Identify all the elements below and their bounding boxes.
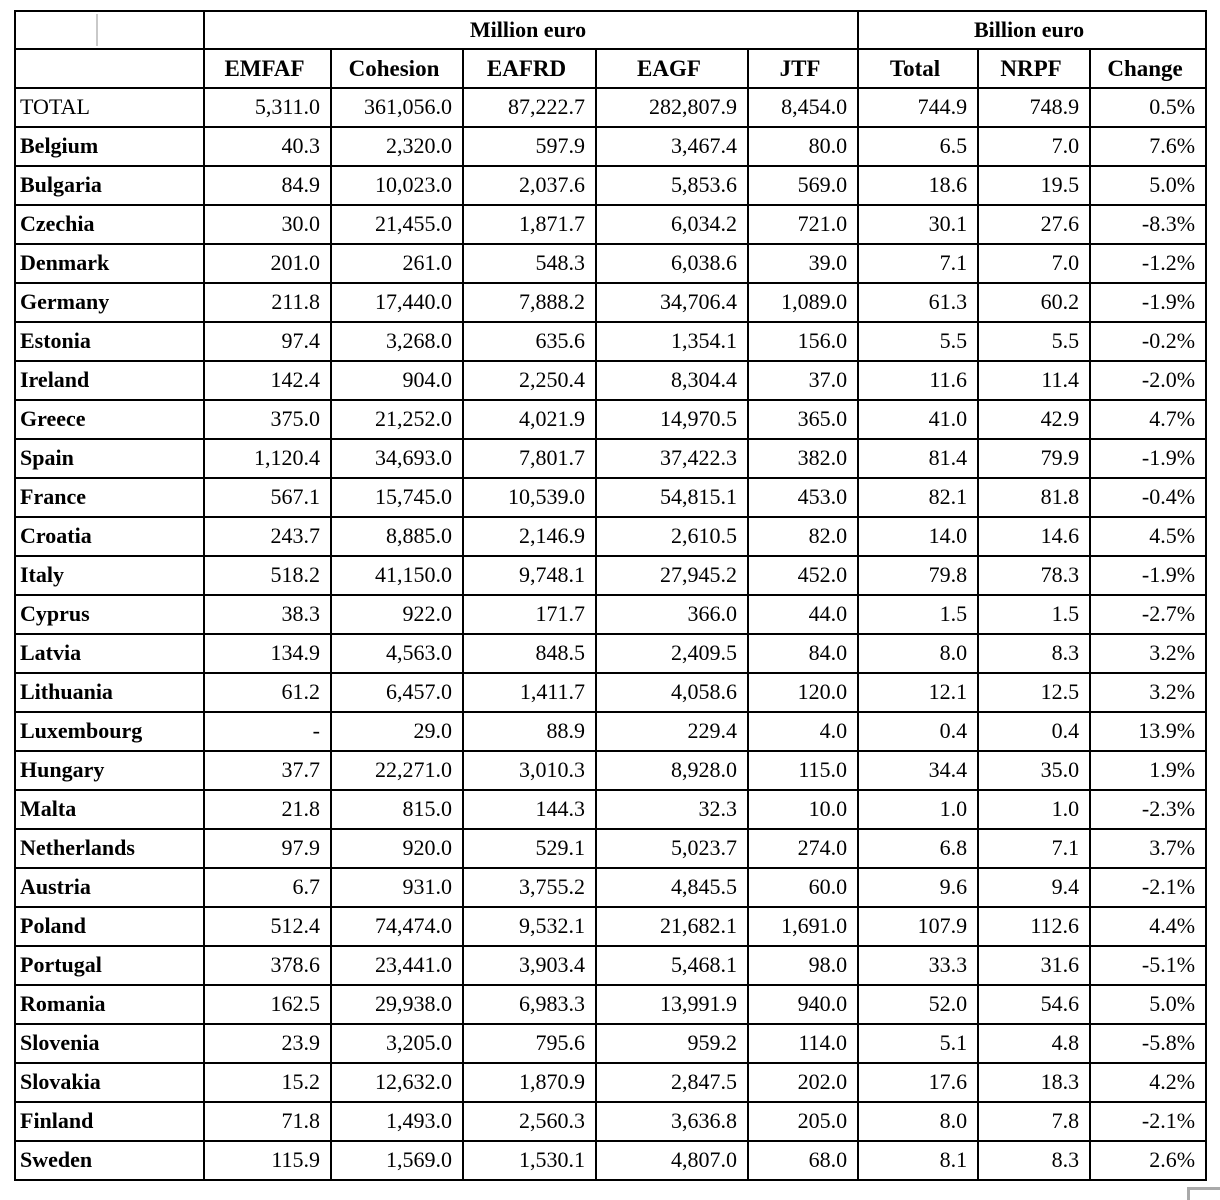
cell-emfaf: 512.4	[204, 907, 331, 946]
row-label: France	[15, 478, 204, 517]
table-row	[15, 400, 1206, 439]
cell-jtf: 156.0	[748, 322, 858, 361]
cell-eagf: 959.2	[596, 1024, 748, 1063]
cell-cohesion: 21,455.0	[331, 205, 463, 244]
cell-change: -0.2%	[1090, 322, 1206, 361]
cell-nrpf: 78.3	[978, 556, 1090, 595]
cell-nrpf: 11.4	[978, 361, 1090, 400]
table-row	[15, 712, 1206, 751]
cell-jtf: 98.0	[748, 946, 858, 985]
cell-nrpf: 7.0	[978, 127, 1090, 166]
cell-nrpf: 8.3	[978, 1141, 1090, 1180]
cell-change: -5.8%	[1090, 1024, 1206, 1063]
cell-emfaf: 201.0	[204, 244, 331, 283]
table-body	[15, 88, 1206, 1180]
cell-total: 18.6	[858, 166, 978, 205]
cell-emfaf: 134.9	[204, 634, 331, 673]
row-label: Finland	[15, 1102, 204, 1141]
cell-change: 0.5%	[1090, 88, 1206, 127]
cell-eagf: 8,304.4	[596, 361, 748, 400]
cell-jtf: 4.0	[748, 712, 858, 751]
table-row	[15, 907, 1206, 946]
cell-emfaf: 97.9	[204, 829, 331, 868]
row-label: Cyprus	[15, 595, 204, 634]
cell-change: 4.2%	[1090, 1063, 1206, 1102]
row-label: Croatia	[15, 517, 204, 556]
cell-eagf: 34,706.4	[596, 283, 748, 322]
cell-eafrd: 2,037.6	[463, 166, 596, 205]
table-row	[15, 244, 1206, 283]
column-header-change: Change	[1090, 49, 1206, 88]
row-label: Lithuania	[15, 673, 204, 712]
table-row	[15, 361, 1206, 400]
row-label: Slovenia	[15, 1024, 204, 1063]
cell-nrpf: 7.8	[978, 1102, 1090, 1141]
cell-cohesion: 3,268.0	[331, 322, 463, 361]
cell-total: 9.6	[858, 868, 978, 907]
cell-total: 11.6	[858, 361, 978, 400]
table-row	[15, 985, 1206, 1024]
cell-change: 1.9%	[1090, 751, 1206, 790]
cell-eagf: 8,928.0	[596, 751, 748, 790]
row-label: Romania	[15, 985, 204, 1024]
cell-cohesion: 815.0	[331, 790, 463, 829]
cell-emfaf: 518.2	[204, 556, 331, 595]
table-row	[15, 556, 1206, 595]
cell-eafrd: 87,222.7	[463, 88, 596, 127]
cell-cohesion: 8,885.0	[331, 517, 463, 556]
cell-total: 8.0	[858, 1102, 978, 1141]
cell-jtf: 721.0	[748, 205, 858, 244]
cell-eafrd: 1,411.7	[463, 673, 596, 712]
cell-eagf: 32.3	[596, 790, 748, 829]
cell-eafrd: 2,560.3	[463, 1102, 596, 1141]
column-header-eagf: EAGF	[596, 49, 748, 88]
cell-cohesion: 22,271.0	[331, 751, 463, 790]
column-header-cohesion: Cohesion	[331, 49, 463, 88]
cell-change: 3.7%	[1090, 829, 1206, 868]
row-label: Denmark	[15, 244, 204, 283]
cell-cohesion: 904.0	[331, 361, 463, 400]
cell-jtf: 940.0	[748, 985, 858, 1024]
cell-jtf: 84.0	[748, 634, 858, 673]
cell-nrpf: 31.6	[978, 946, 1090, 985]
cell-cohesion: 1,569.0	[331, 1141, 463, 1180]
cell-jtf: 82.0	[748, 517, 858, 556]
cell-nrpf: 18.3	[978, 1063, 1090, 1102]
cell-cohesion: 6,457.0	[331, 673, 463, 712]
table-row	[15, 166, 1206, 205]
cell-eagf: 6,034.2	[596, 205, 748, 244]
cell-nrpf: 0.4	[978, 712, 1090, 751]
cell-total: 30.1	[858, 205, 978, 244]
cell-cohesion: 15,745.0	[331, 478, 463, 517]
cell-nrpf: 9.4	[978, 868, 1090, 907]
column-header-empty	[15, 49, 204, 88]
cell-jtf: 205.0	[748, 1102, 858, 1141]
corner-cell	[15, 11, 204, 49]
cell-cohesion: 1,493.0	[331, 1102, 463, 1141]
cell-change: -1.9%	[1090, 439, 1206, 478]
cell-emfaf: 84.9	[204, 166, 331, 205]
cell-emfaf: 211.8	[204, 283, 331, 322]
table-row	[15, 868, 1206, 907]
cell-change: 4.5%	[1090, 517, 1206, 556]
table-row	[15, 634, 1206, 673]
cell-eagf: 3,467.4	[596, 127, 748, 166]
table-row	[15, 1141, 1206, 1180]
row-label: TOTAL	[15, 88, 204, 127]
cell-jtf: 8,454.0	[748, 88, 858, 127]
cell-nrpf: 1.5	[978, 595, 1090, 634]
cell-eagf: 366.0	[596, 595, 748, 634]
cell-total: 107.9	[858, 907, 978, 946]
cell-eagf: 2,409.5	[596, 634, 748, 673]
cell-emfaf: 567.1	[204, 478, 331, 517]
cell-jtf: 120.0	[748, 673, 858, 712]
row-label: Germany	[15, 283, 204, 322]
cell-cohesion: 931.0	[331, 868, 463, 907]
row-label: Hungary	[15, 751, 204, 790]
column-header-emfaf: EMFAF	[204, 49, 331, 88]
table-row	[15, 283, 1206, 322]
cell-eagf: 1,354.1	[596, 322, 748, 361]
table-row	[15, 439, 1206, 478]
cell-change: -1.9%	[1090, 556, 1206, 595]
cell-emfaf: 1,120.4	[204, 439, 331, 478]
cell-total: 5.5	[858, 322, 978, 361]
table-row	[15, 946, 1206, 985]
row-label: Malta	[15, 790, 204, 829]
cell-total: 17.6	[858, 1063, 978, 1102]
cell-eagf: 21,682.1	[596, 907, 748, 946]
cell-change: -1.9%	[1090, 283, 1206, 322]
row-label: Estonia	[15, 322, 204, 361]
cell-nrpf: 79.9	[978, 439, 1090, 478]
cell-cohesion: 10,023.0	[331, 166, 463, 205]
cell-cohesion: 41,150.0	[331, 556, 463, 595]
cell-total: 81.4	[858, 439, 978, 478]
cell-change: 3.2%	[1090, 634, 1206, 673]
cell-total: 14.0	[858, 517, 978, 556]
cell-eagf: 27,945.2	[596, 556, 748, 595]
cell-jtf: 569.0	[748, 166, 858, 205]
cell-change: 5.0%	[1090, 985, 1206, 1024]
table-row	[15, 829, 1206, 868]
cell-eafrd: 1,530.1	[463, 1141, 596, 1180]
row-label: Sweden	[15, 1141, 204, 1180]
cell-change: -2.1%	[1090, 1102, 1206, 1141]
cell-jtf: 1,089.0	[748, 283, 858, 322]
cell-nrpf: 5.5	[978, 322, 1090, 361]
table-row	[15, 1063, 1206, 1102]
column-header-eafrd: EAFRD	[463, 49, 596, 88]
column-header-nrpf: NRPF	[978, 49, 1090, 88]
cell-eafrd: 2,146.9	[463, 517, 596, 556]
cell-jtf: 115.0	[748, 751, 858, 790]
cell-nrpf: 1.0	[978, 790, 1090, 829]
cell-eafrd: 3,755.2	[463, 868, 596, 907]
cell-eafrd: 171.7	[463, 595, 596, 634]
cell-nrpf: 27.6	[978, 205, 1090, 244]
cell-total: 1.0	[858, 790, 978, 829]
cell-jtf: 114.0	[748, 1024, 858, 1063]
cell-eagf: 5,468.1	[596, 946, 748, 985]
cell-eafrd: 10,539.0	[463, 478, 596, 517]
cell-cohesion: 29,938.0	[331, 985, 463, 1024]
cell-nrpf: 81.8	[978, 478, 1090, 517]
cell-change: 7.6%	[1090, 127, 1206, 166]
table-row	[15, 517, 1206, 556]
cell-emfaf: 61.2	[204, 673, 331, 712]
cell-total: 8.1	[858, 1141, 978, 1180]
cell-eagf: 282,807.9	[596, 88, 748, 127]
cell-cohesion: 3,205.0	[331, 1024, 463, 1063]
table-row	[15, 1102, 1206, 1141]
cell-cohesion: 922.0	[331, 595, 463, 634]
cell-eagf: 54,815.1	[596, 478, 748, 517]
cell-emfaf: 6.7	[204, 868, 331, 907]
cell-eafrd: 9,748.1	[463, 556, 596, 595]
cell-jtf: 39.0	[748, 244, 858, 283]
cell-nrpf: 4.8	[978, 1024, 1090, 1063]
row-label: Czechia	[15, 205, 204, 244]
cell-cohesion: 4,563.0	[331, 634, 463, 673]
cell-total: 12.1	[858, 673, 978, 712]
cell-jtf: 452.0	[748, 556, 858, 595]
cell-eafrd: 795.6	[463, 1024, 596, 1063]
cell-cohesion: 17,440.0	[331, 283, 463, 322]
cell-nrpf: 42.9	[978, 400, 1090, 439]
cell-change: 4.7%	[1090, 400, 1206, 439]
cell-total: 6.5	[858, 127, 978, 166]
cell-emfaf: 15.2	[204, 1063, 331, 1102]
cell-total: 52.0	[858, 985, 978, 1024]
cell-cohesion: 2,320.0	[331, 127, 463, 166]
table-row	[15, 595, 1206, 634]
cell-eafrd: 548.3	[463, 244, 596, 283]
cell-eagf: 6,038.6	[596, 244, 748, 283]
column-header-total: Total	[858, 49, 978, 88]
cell-total: 79.8	[858, 556, 978, 595]
cell-eagf: 13,991.9	[596, 985, 748, 1024]
cell-total: 61.3	[858, 283, 978, 322]
cell-cohesion: 12,632.0	[331, 1063, 463, 1102]
table-row	[15, 127, 1206, 166]
cell-change: -8.3%	[1090, 205, 1206, 244]
cell-nrpf: 54.6	[978, 985, 1090, 1024]
cell-change: -1.2%	[1090, 244, 1206, 283]
column-header-row	[15, 49, 1206, 88]
cell-eafrd: 529.1	[463, 829, 596, 868]
row-label: Belgium	[15, 127, 204, 166]
cell-eagf: 5,853.6	[596, 166, 748, 205]
cell-nrpf: 7.0	[978, 244, 1090, 283]
cell-eafrd: 7,801.7	[463, 439, 596, 478]
cell-eagf: 4,058.6	[596, 673, 748, 712]
cell-eafrd: 635.6	[463, 322, 596, 361]
cell-nrpf: 7.1	[978, 829, 1090, 868]
cell-jtf: 68.0	[748, 1141, 858, 1180]
cell-eagf: 37,422.3	[596, 439, 748, 478]
cell-jtf: 60.0	[748, 868, 858, 907]
cell-total: 8.0	[858, 634, 978, 673]
row-label: Bulgaria	[15, 166, 204, 205]
cell-eafrd: 1,870.9	[463, 1063, 596, 1102]
cell-nrpf: 35.0	[978, 751, 1090, 790]
cell-change: 5.0%	[1090, 166, 1206, 205]
row-label: Netherlands	[15, 829, 204, 868]
cell-total: 0.4	[858, 712, 978, 751]
cell-eafrd: 1,871.7	[463, 205, 596, 244]
cell-eagf: 2,610.5	[596, 517, 748, 556]
cell-total: 1.5	[858, 595, 978, 634]
cell-emfaf: -	[204, 712, 331, 751]
cell-nrpf: 8.3	[978, 634, 1090, 673]
cell-jtf: 1,691.0	[748, 907, 858, 946]
cell-change: -2.7%	[1090, 595, 1206, 634]
cell-cohesion: 29.0	[331, 712, 463, 751]
cell-change: -5.1%	[1090, 946, 1206, 985]
cell-eafrd: 88.9	[463, 712, 596, 751]
cell-eafrd: 3,903.4	[463, 946, 596, 985]
cell-change: -2.3%	[1090, 790, 1206, 829]
cell-jtf: 382.0	[748, 439, 858, 478]
table-row	[15, 673, 1206, 712]
cell-cohesion: 74,474.0	[331, 907, 463, 946]
row-label: Luxembourg	[15, 712, 204, 751]
cell-emfaf: 375.0	[204, 400, 331, 439]
cell-eafrd: 9,532.1	[463, 907, 596, 946]
cell-emfaf: 21.8	[204, 790, 331, 829]
cell-nrpf: 748.9	[978, 88, 1090, 127]
table-row	[15, 790, 1206, 829]
cell-change: 3.2%	[1090, 673, 1206, 712]
cell-emfaf: 378.6	[204, 946, 331, 985]
cell-jtf: 37.0	[748, 361, 858, 400]
cell-nrpf: 12.5	[978, 673, 1090, 712]
cell-eafrd: 3,010.3	[463, 751, 596, 790]
cell-change: -2.0%	[1090, 361, 1206, 400]
cell-eafrd: 597.9	[463, 127, 596, 166]
table-row	[15, 478, 1206, 517]
column-header-jtf: JTF	[748, 49, 858, 88]
cell-eagf: 14,970.5	[596, 400, 748, 439]
cell-cohesion: 23,441.0	[331, 946, 463, 985]
table-row	[15, 1024, 1206, 1063]
row-label: Greece	[15, 400, 204, 439]
cell-nrpf: 14.6	[978, 517, 1090, 556]
cell-total: 41.0	[858, 400, 978, 439]
cell-emfaf: 23.9	[204, 1024, 331, 1063]
group-header-billion-euro: Billion euro	[858, 11, 1206, 49]
cell-emfaf: 97.4	[204, 322, 331, 361]
cell-eagf: 4,845.5	[596, 868, 748, 907]
cell-emfaf: 115.9	[204, 1141, 331, 1180]
row-label: Latvia	[15, 634, 204, 673]
cell-eafrd: 848.5	[463, 634, 596, 673]
cell-total: 744.9	[858, 88, 978, 127]
cell-total: 34.4	[858, 751, 978, 790]
row-label: Ireland	[15, 361, 204, 400]
cell-change: -0.4%	[1090, 478, 1206, 517]
row-label: Slovakia	[15, 1063, 204, 1102]
cell-emfaf: 71.8	[204, 1102, 331, 1141]
cell-eagf: 2,847.5	[596, 1063, 748, 1102]
table-row	[15, 205, 1206, 244]
cell-cohesion: 361,056.0	[331, 88, 463, 127]
cell-cohesion: 261.0	[331, 244, 463, 283]
table-row	[15, 751, 1206, 790]
ghost-column-divider	[96, 14, 98, 46]
cell-jtf: 202.0	[748, 1063, 858, 1102]
cell-eafrd: 6,983.3	[463, 985, 596, 1024]
cell-eagf: 5,023.7	[596, 829, 748, 868]
cell-emfaf: 243.7	[204, 517, 331, 556]
cell-eagf: 229.4	[596, 712, 748, 751]
row-label: Portugal	[15, 946, 204, 985]
cell-emfaf: 38.3	[204, 595, 331, 634]
cell-total: 82.1	[858, 478, 978, 517]
cell-emfaf: 30.0	[204, 205, 331, 244]
group-header-million-euro: Million euro	[204, 11, 858, 49]
row-label: Austria	[15, 868, 204, 907]
row-label: Poland	[15, 907, 204, 946]
cell-jtf: 80.0	[748, 127, 858, 166]
cell-cohesion: 34,693.0	[331, 439, 463, 478]
cell-jtf: 274.0	[748, 829, 858, 868]
cell-emfaf: 37.7	[204, 751, 331, 790]
cell-eafrd: 2,250.4	[463, 361, 596, 400]
cell-emfaf: 5,311.0	[204, 88, 331, 127]
cell-total: 7.1	[858, 244, 978, 283]
row-label: Italy	[15, 556, 204, 595]
table-row	[15, 322, 1206, 361]
cell-change: 4.4%	[1090, 907, 1206, 946]
table-resize-handle[interactable]	[1187, 1187, 1220, 1200]
cell-jtf: 44.0	[748, 595, 858, 634]
table-row	[15, 88, 1206, 127]
cell-emfaf: 142.4	[204, 361, 331, 400]
cell-jtf: 10.0	[748, 790, 858, 829]
cell-eagf: 4,807.0	[596, 1141, 748, 1180]
cell-eafrd: 4,021.9	[463, 400, 596, 439]
cell-cohesion: 21,252.0	[331, 400, 463, 439]
cell-eafrd: 144.3	[463, 790, 596, 829]
cell-emfaf: 40.3	[204, 127, 331, 166]
row-label: Spain	[15, 439, 204, 478]
cell-cohesion: 920.0	[331, 829, 463, 868]
group-header-row	[15, 11, 1206, 49]
cell-eagf: 3,636.8	[596, 1102, 748, 1141]
cell-change: 2.6%	[1090, 1141, 1206, 1180]
cell-nrpf: 19.5	[978, 166, 1090, 205]
eu-budget-table	[14, 10, 1207, 1181]
cell-nrpf: 60.2	[978, 283, 1090, 322]
cell-emfaf: 162.5	[204, 985, 331, 1024]
cell-nrpf: 112.6	[978, 907, 1090, 946]
cell-eafrd: 7,888.2	[463, 283, 596, 322]
cell-change: 13.9%	[1090, 712, 1206, 751]
cell-total: 33.3	[858, 946, 978, 985]
cell-change: -2.1%	[1090, 868, 1206, 907]
cell-total: 5.1	[858, 1024, 978, 1063]
cell-jtf: 453.0	[748, 478, 858, 517]
cell-jtf: 365.0	[748, 400, 858, 439]
cell-total: 6.8	[858, 829, 978, 868]
